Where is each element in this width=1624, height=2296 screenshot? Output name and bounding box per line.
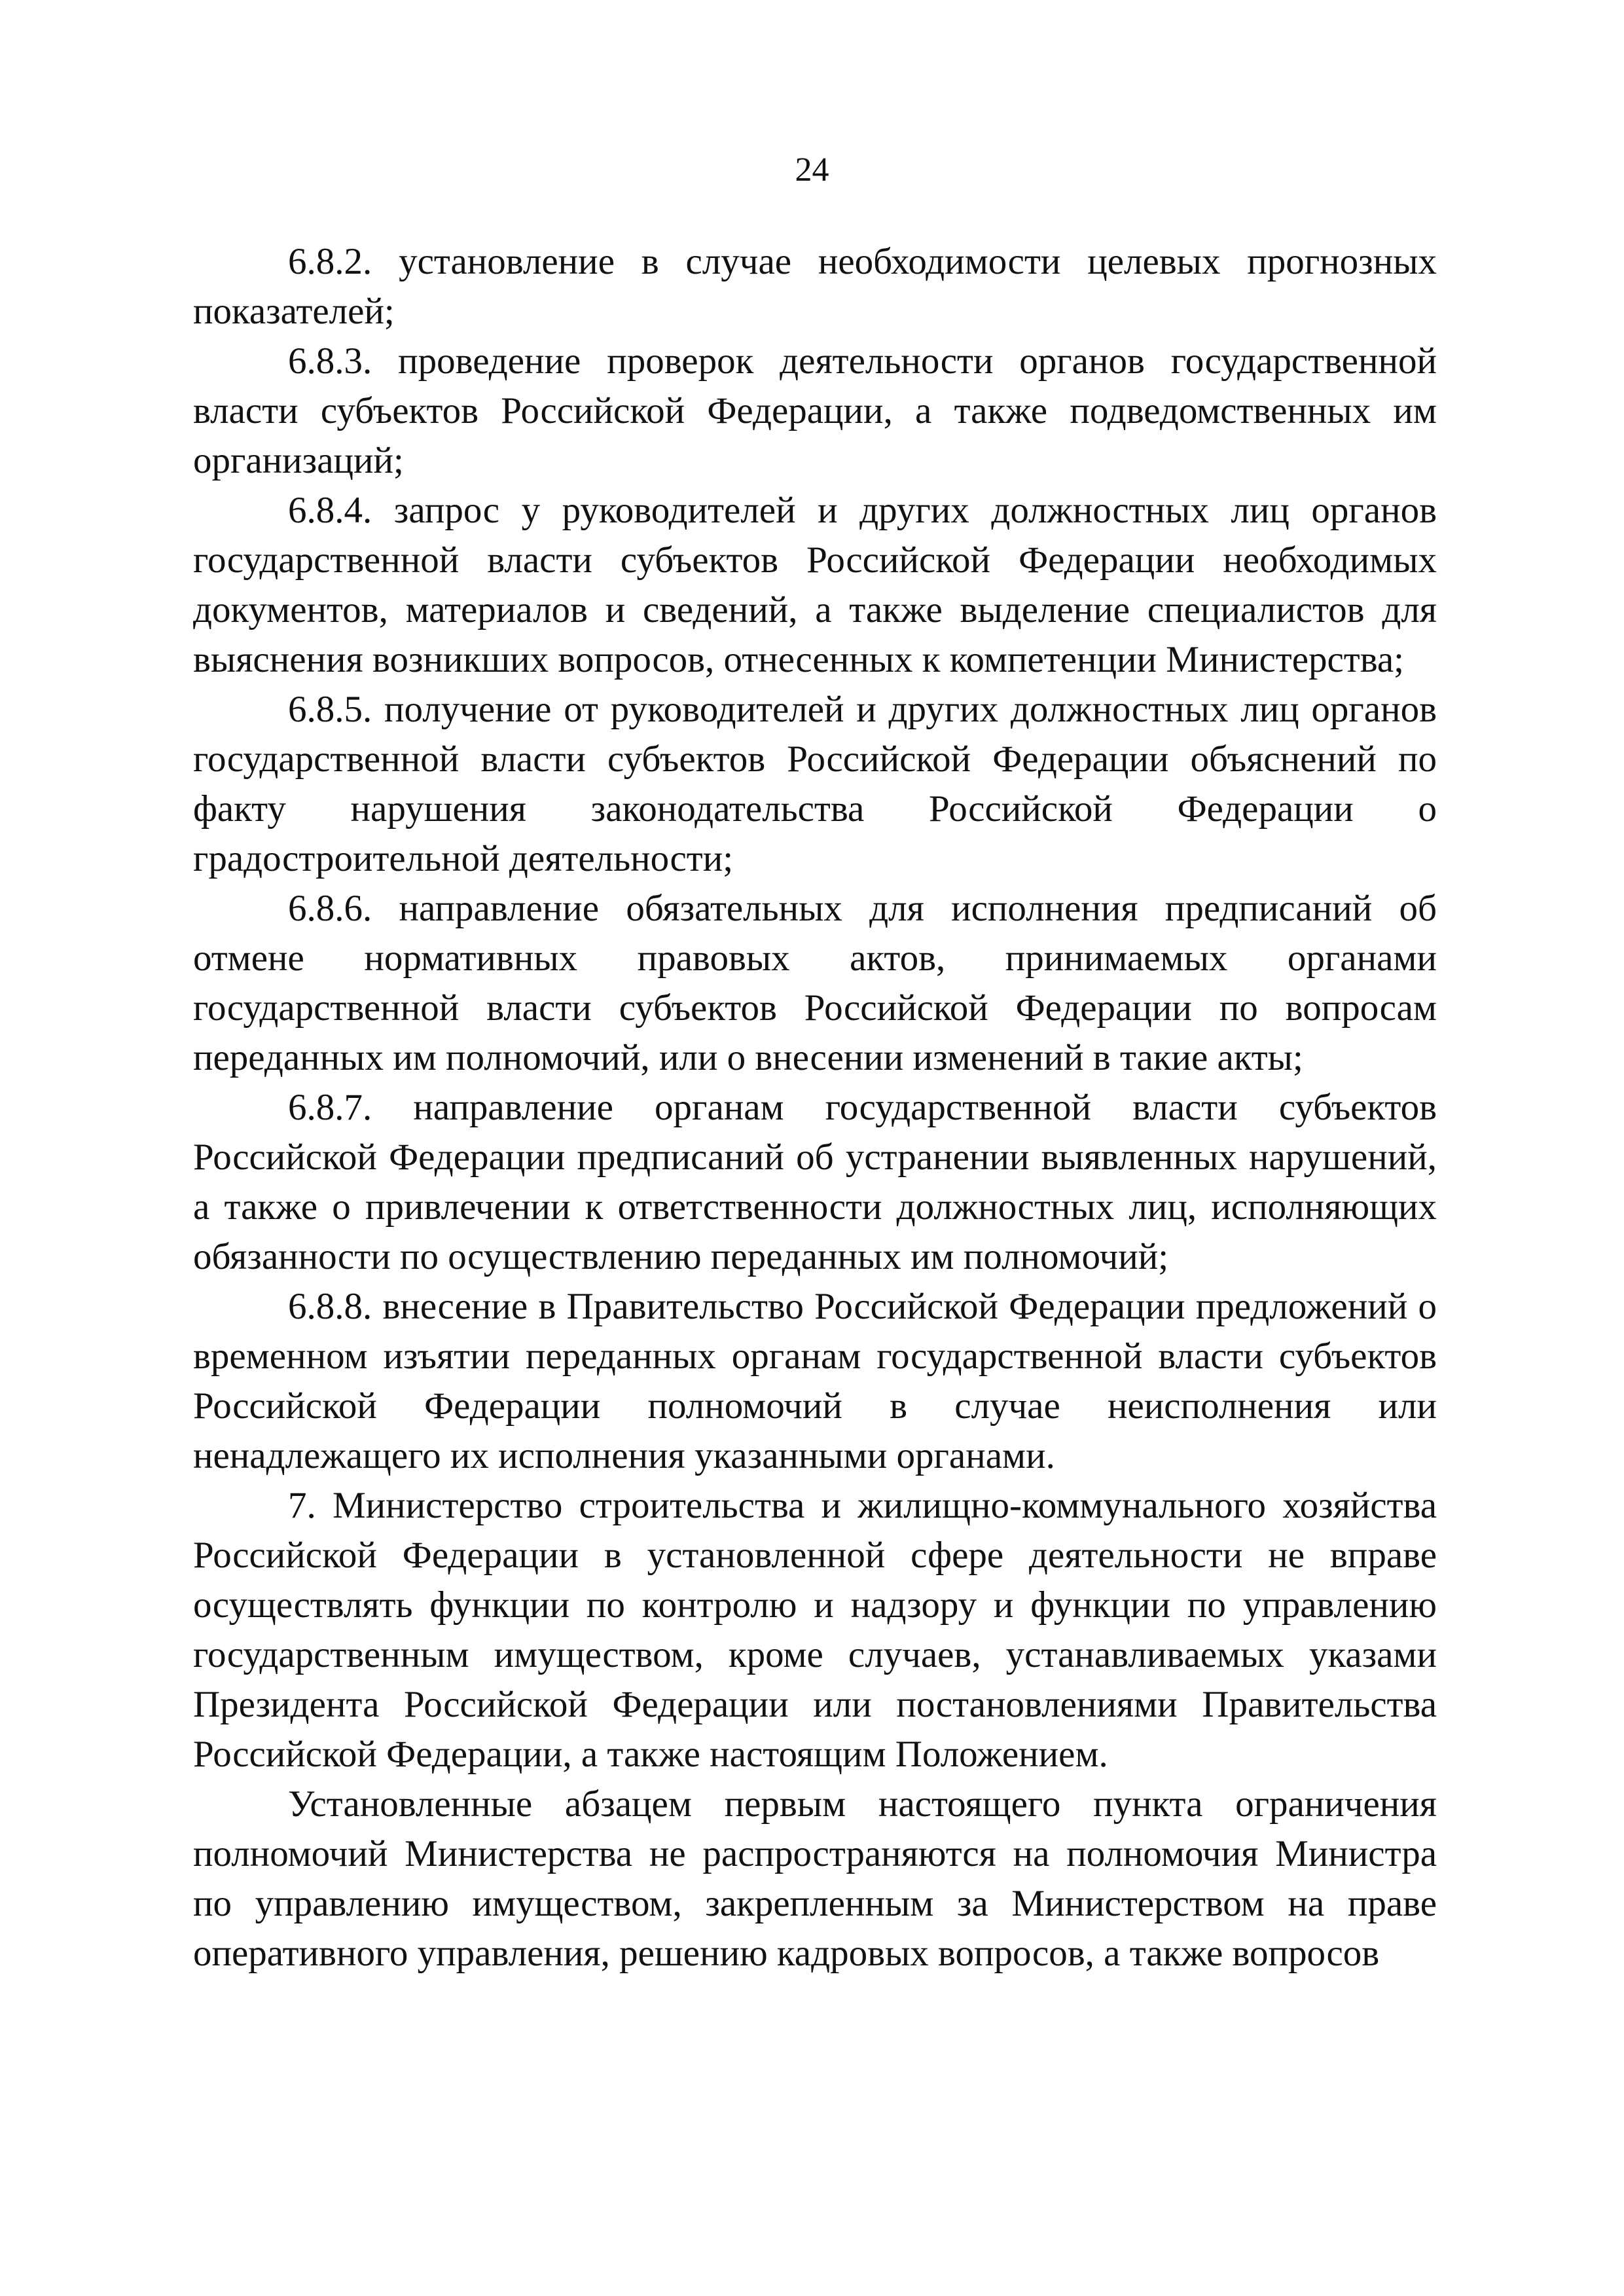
paragraph-6-8-7: 6.8.7. направление органам государственной власти субъектов Российской Федерации предписаний об устранении выявленных нарушений, а также о привлечении к ответственности должностных лиц, исполняющих обязанности по осуществлению переданных им полномочий; <box>193 1087 1437 1277</box>
paragraph-6-8-2: 6.8.2. установление в случае необходимости целевых прогнозных показателей; <box>193 241 1437 332</box>
paragraph-6-8-6: 6.8.6. направление обязательных для исполнения предписаний об отмене нормативных правовых актов, принимаемых органами государственной власти субъектов Российской Федерации по вопросам переданных им полномочий, или о внесении изменений в такие акты; <box>193 888 1437 1078</box>
paragraph-6-8-5: 6.8.5. получение от руководителей и других должностных лиц органов государственной власти субъектов Российской Федерации объяснений по факту нарушения законодательства Российской Федерации о градостроительной деятельности; <box>193 689 1437 879</box>
paragraph-7-restrictions: Установленные абзацем первым настоящего пункта ограничения полномочий Министерства не распространяются на полномочия Министра по управлению имуществом, закрепленным за Министерством на праве оперативного управления, решению кадровых вопросов, а также вопросов <box>193 1783 1437 1974</box>
page-number: 24 <box>795 151 829 189</box>
document-body <box>193 237 1437 1978</box>
paragraph-7: 7. Министерство строительства и жилищно-коммунального хозяйства Российской Федерации в установленной сфере деятельности не вправе осуществлять функции по контролю и надзору и функции по управлению государственным имуществом, кроме случаев, устанавливаемых указами Президента Российской Федерации или постановлениями Правительства Российской Федерации, а также настоящим Положением. <box>193 1485 1437 1775</box>
paragraph-6-8-8: 6.8.8. внесение в Правительство Российской Федерации предложений о временном изъятии переданных органам государственной власти субъектов Российской Федерации полномочий в случае неисполнения или ненадлежащего их исполнения указанными органами. <box>193 1286 1437 1476</box>
paragraph-6-8-3: 6.8.3. проведение проверок деятельности органов государственной власти субъектов Российской Федерации, а также подведомственных им организаций; <box>193 340 1437 481</box>
paragraph-6-8-4: 6.8.4. запрос у руководителей и других должностных лиц органов государственной власти субъектов Российской Федерации необходимых документов, материалов и сведений, а также выделение специалистов для выяснения возникших вопросов, отнесенных к компетенции Министерства; <box>193 490 1437 680</box>
